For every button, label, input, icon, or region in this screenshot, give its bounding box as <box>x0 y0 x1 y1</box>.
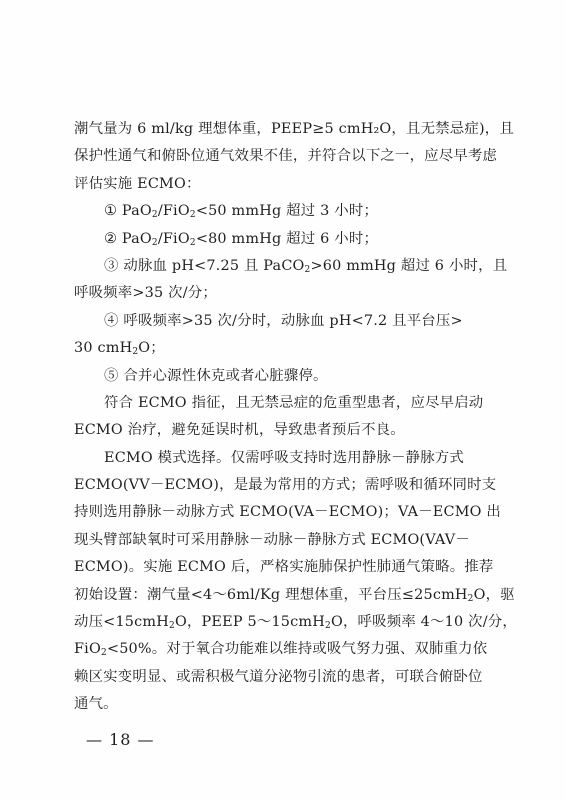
paragraph-start: ECMO 模式选择。仅需呼吸支持时选用静脉－静脉方式 <box>104 449 465 466</box>
paragraph-start: 符合 ECMO 指征，且无禁忌症的危重型患者，应尽早启动 <box>104 394 484 411</box>
page-number: — 18 — <box>86 730 155 749</box>
criterion-item-1: ① PaO$_2$/FiO$_2$<50 mmHg 超过 3 小时； <box>104 203 379 221</box>
text-line: 30 cmH$_2$O； <box>74 340 165 358</box>
criterion-item-3: ③ 动脉血 pH<7.25 且 PaCO$_2$>60 mmHg 超过 6 小时，且 <box>104 257 508 275</box>
text-line: ECMO 治疗，避免延误时机，导致患者预后不良。 <box>74 422 405 439</box>
text-line: 动压<15cmH$_2$O，PEEP 5～15cmH$_2$O，呼吸频率 4～10 次/分， <box>74 614 517 632</box>
text-line: ECMO)。实施 ECMO 后，严格实施肺保护性肺通气策略。推荐 <box>74 559 494 576</box>
criterion-item-5: ⑤ 合并心源性休克或者心脏骤停。 <box>104 367 328 384</box>
text-line: ECMO(VV－ECMO)，是最为常用的方式；需呼吸和循环同时支 <box>74 477 497 494</box>
text-line: 保护性通气和俯卧位通气效果不佳，并符合以下之一，应尽早考虑 <box>74 148 498 165</box>
text-line: 现头臂部缺氧时可采用静脉－动脉－静脉方式 ECMO(VAV－ <box>74 531 470 548</box>
text-line: 通气。 <box>74 696 118 713</box>
text-line: FiO$_2$<50%。对于氧合功能难以维持或吸气努力强、双肺重力依 <box>74 641 488 659</box>
text-line: 潮气量为 6 ml/kg 理想体重，PEEP≥5 cmH₂O，且无禁忌症)，且 <box>74 121 514 137</box>
text-line: 呼吸频率>35 次/分； <box>74 285 217 302</box>
body-text <box>74 116 517 719</box>
text-line: 持则选用静脉－动脉方式 ECMO(VA－ECMO)；VA－ECMO 出 <box>74 504 501 521</box>
text-line: 初始设置：潮气量<4～6ml/Kg 理想体重，平台压≤25cmH$_2$O，驱 <box>74 586 515 604</box>
criterion-item-4: ④ 呼吸频率>35 次/分时，动脉血 pH<7.2 且平台压> <box>104 312 463 329</box>
text-line: 赖区实变明显、或需积极气道分泌物引流的患者，可联合俯卧位 <box>74 668 483 685</box>
criterion-item-2: ② PaO$_2$/FiO$_2$<80 mmHg 超过 6 小时； <box>104 230 379 248</box>
text-line: 评估实施 ECMO： <box>74 175 201 192</box>
